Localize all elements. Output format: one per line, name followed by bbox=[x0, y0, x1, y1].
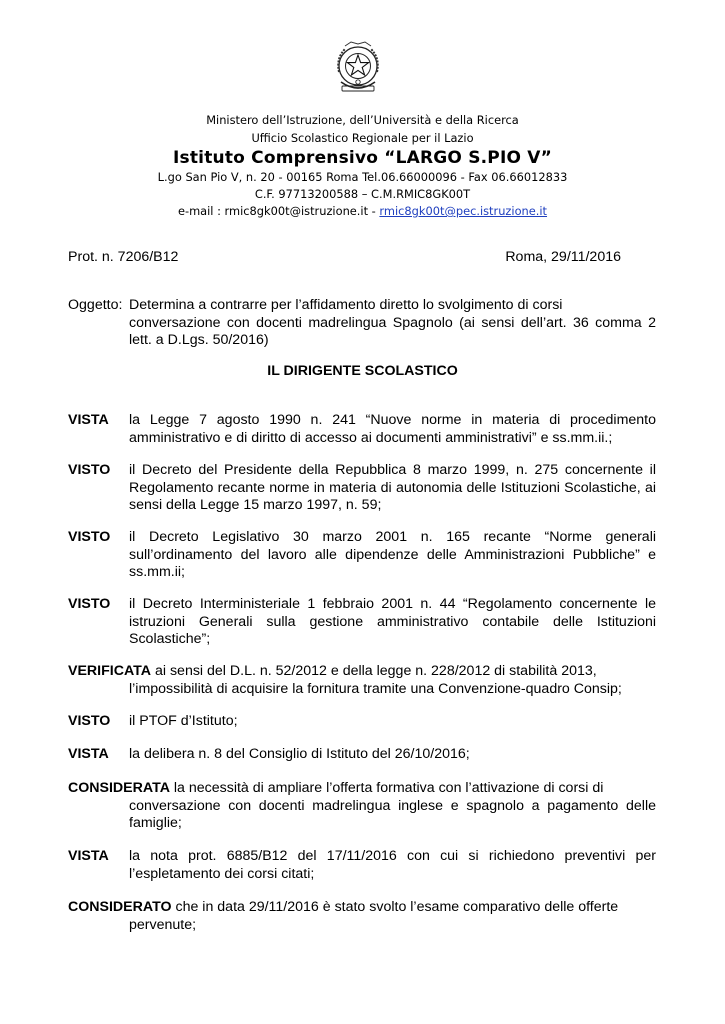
clause-considerata-offerta bbox=[68, 780, 656, 833]
clause-lead-line bbox=[68, 899, 656, 917]
protocol-number: Prot. n. 7206/B12 bbox=[68, 249, 179, 265]
clause-keyword: VISTO bbox=[68, 529, 111, 545]
school-name: Istituto Comprensivo “LARGO S.PIO V” bbox=[173, 148, 552, 168]
subject-line-1: Determina a contrarre per l’affidamento diretto lo svolgimento di corsi bbox=[129, 297, 563, 313]
clause-text-rest: conversazione con docenti madrelingua inglese e spagnolo a pagamento delle famiglie; bbox=[129, 797, 656, 831]
clause-verificata-consip bbox=[68, 663, 656, 698]
clause-keyword: VISTA bbox=[68, 848, 109, 864]
republic-emblem-icon bbox=[331, 38, 385, 100]
clause-text-first: che in data 29/11/2016 è stato svolto l’esame comparativo delle offerte bbox=[175, 899, 619, 915]
clause-lead-line bbox=[68, 780, 656, 798]
clause-lead-line bbox=[68, 663, 656, 681]
clause-keyword: CONSIDERATA bbox=[68, 780, 170, 796]
clause-keyword: VISTA bbox=[68, 412, 109, 428]
school-codes: C.F. 97713200588 – C.M.RMIC8GK00T bbox=[254, 187, 471, 201]
clause-text: il Decreto Legislativo 30 marzo 2001 n. 165 recante “Norme generali sull’ordinamento del lavoro alle dipendenze delle Amministrazioni Pubbliche” e ss.mm.ii; bbox=[129, 529, 656, 580]
section-heading: IL DIRIGENTE SCOLASTICO bbox=[267, 363, 458, 379]
clause-text-rest: l’impossibilità di acquisire la fornitura tramite una Convenzione-quadro Consip; bbox=[129, 680, 622, 697]
email-prefix: e-mail : rmic8gk00t@istruzione.it - bbox=[177, 204, 380, 218]
subject-text bbox=[129, 297, 656, 350]
school-emails bbox=[0, 202, 725, 220]
subject-rest: conversazione con docenti madrelingua Spagnolo (ai sensi dell’art. 36 comma 2 lett. a D.Lgs. 50/2016) bbox=[129, 314, 656, 348]
clause-text: il Decreto del Presidente della Repubblica 8 marzo 1999, n. 275 concernente il Regolamento recante norme in materia di autonomia delle Istituzioni Scolastiche, ai sensi della Legge 15 marzo 1997, n. 59; bbox=[129, 462, 656, 513]
school-address: L.go San Pio V, n. 20 - 00165 Roma Tel.06.66000096 - Fax 06.66012833 bbox=[157, 170, 568, 184]
clause-keyword: VERIFICATA bbox=[68, 663, 152, 679]
clause-text-rest: pervenute; bbox=[129, 916, 197, 933]
clause-text: il Decreto Interministeriale 1 febbraio 2001 n. 44 “Regolamento concernente le istruzioni Generali sulla gestione amministrativo contabile delle Istituzioni Scolastiche”; bbox=[129, 596, 656, 647]
clause-keyword: VISTA bbox=[68, 746, 109, 762]
clause-keyword: VISTO bbox=[68, 713, 111, 729]
place-date: Roma, 29/11/2016 bbox=[505, 249, 621, 265]
clause-keyword: CONSIDERATO bbox=[68, 899, 172, 915]
clause-text: la nota prot. 6885/B12 del 17/11/2016 con cui si richiedono preventivi per l’espletamento dei corsi citati; bbox=[129, 848, 656, 882]
clause-text: la delibera n. 8 del Consiglio di Istituto del 26/10/2016; bbox=[129, 746, 470, 762]
clause-text: la Legge 7 agosto 1990 n. 241 “Nuove norme in materia di procedimento amministrativo e di diritto di accesso ai documenti amministrativi” e ss.mm.ii.; bbox=[129, 412, 656, 446]
clause-text-first: ai sensi del D.L. n. 52/2012 e della legge n. 228/2012 di stabilità 2013, bbox=[154, 663, 597, 679]
subject-label: Oggetto: bbox=[68, 297, 123, 313]
regional-office: Ufficio Scolastico Regionale per il Lazio bbox=[251, 131, 474, 145]
clause-text: il PTOF d’Istituto; bbox=[129, 713, 238, 729]
clause-keyword: VISTO bbox=[68, 596, 111, 612]
clause-text-first: la necessità di ampliare l’offerta formativa con l’attivazione di corsi di bbox=[173, 780, 604, 796]
ministry-name: Ministero dell’Istruzione, dell’Università e della Ricerca bbox=[206, 113, 519, 127]
clause-considerato-esame bbox=[68, 899, 656, 934]
pec-email-link[interactable]: rmic8gk00t@pec.istruzione.it bbox=[379, 204, 548, 218]
clause-keyword: VISTO bbox=[68, 462, 111, 478]
